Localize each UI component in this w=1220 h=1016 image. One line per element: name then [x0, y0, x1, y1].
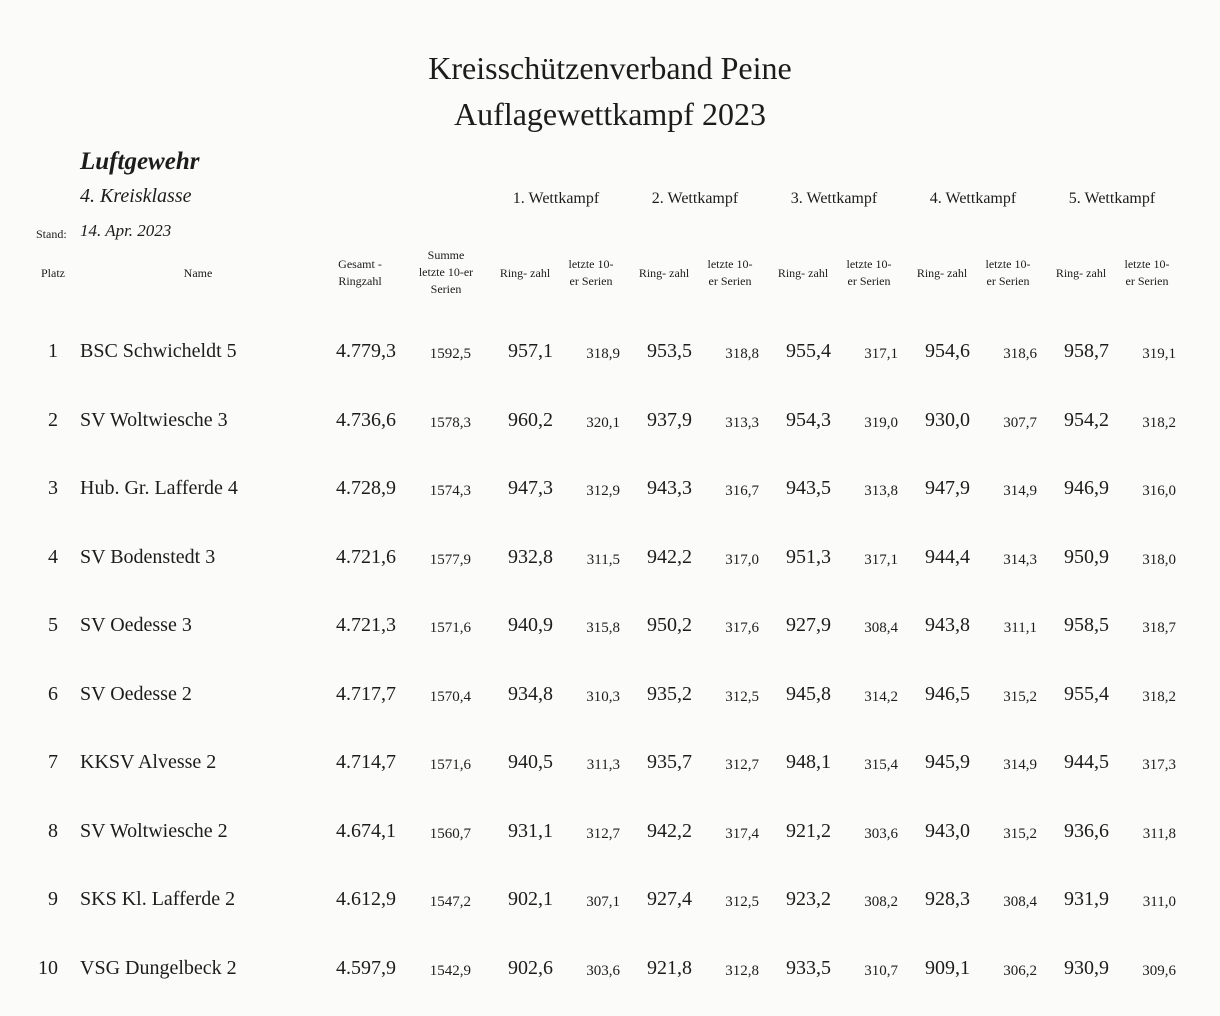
team-name-cell: VSG Dungelbeck 2	[80, 956, 237, 979]
serien-cell-wk3: 319,0	[864, 414, 898, 431]
ringzahl-cell-wk4: 946,5	[925, 682, 970, 705]
serien-cell-wk1: 307,1	[586, 894, 620, 910]
serien-cell-wk1: 310,3	[586, 688, 620, 705]
summe-serien-cell: 1574,3	[429, 483, 471, 499]
team-name-cell: Hub. Gr. Lafferde 4	[80, 477, 238, 499]
ringzahl-header-wk3: Ring- zahl	[777, 266, 829, 280]
serien-header-line2: er Serien	[986, 274, 1030, 288]
ringzahl-header-wk2: Ring- zahl	[638, 266, 690, 280]
serien-header-line2: er Serien	[708, 274, 752, 288]
gesamt-header	[322, 256, 398, 290]
ringzahl-cell-wk2: 942,2	[647, 545, 692, 568]
document-title: Kreisschützenverband Peine	[428, 50, 792, 86]
summe-header-line3: Serien	[430, 282, 462, 296]
platz-cell: 10	[38, 956, 58, 979]
ringzahl-cell-wk1: 902,1	[508, 888, 553, 910]
platz-cell: 1	[48, 340, 58, 362]
table-row	[0, 683, 1220, 723]
ringzahl-cell-wk4: 928,3	[925, 888, 970, 910]
serien-cell-wk1: 303,6	[586, 962, 620, 979]
gesamt-ringzahl-cell: 4.674,1	[336, 819, 396, 842]
serien-cell-wk2: 317,6	[725, 620, 759, 636]
platz-header: Platz	[41, 266, 65, 280]
ringzahl-cell-wk2: 953,5	[647, 340, 692, 362]
summe-header-line1: Summe	[427, 248, 465, 262]
class-heading: 4. Kreisklasse	[80, 185, 192, 207]
team-name-cell: BSC Schwicheldt 5	[80, 340, 237, 362]
ringzahl-cell-wk2: 937,9	[647, 408, 692, 431]
wettkampf-2-heading: 2. Wettkampf	[651, 190, 739, 207]
serien-cell-wk4: 307,7	[1003, 414, 1037, 431]
serien-cell-wk2: 313,3	[725, 414, 759, 431]
ringzahl-header-wk1: Ring- zahl	[499, 266, 551, 280]
serien-cell-wk2: 312,8	[725, 962, 759, 979]
ringzahl-cell-wk1: 947,3	[508, 477, 553, 499]
ringzahl-cell-wk2: 927,4	[647, 888, 692, 910]
serien-cell-wk5: 319,1	[1142, 346, 1176, 362]
ringzahl-cell-wk1: 931,1	[508, 819, 553, 842]
serien-cell-wk4: 314,3	[1003, 551, 1037, 568]
gesamt-ringzahl-cell: 4.728,9	[336, 477, 396, 499]
gesamt-ringzahl-cell: 4.721,6	[336, 545, 396, 568]
ringzahl-cell-wk5: 958,5	[1064, 614, 1109, 636]
table-row	[0, 820, 1220, 860]
ringzahl-cell-wk3: 951,3	[786, 545, 831, 568]
ringzahl-cell-wk5: 954,2	[1064, 408, 1109, 431]
ringzahl-cell-wk3: 943,5	[786, 477, 831, 499]
summe-serien-cell: 1592,5	[429, 346, 471, 362]
serien-header-line2: er Serien	[1125, 274, 1169, 288]
table-row	[0, 477, 1220, 517]
ringzahl-cell-wk2: 935,2	[647, 682, 692, 705]
ringzahl-cell-wk4: 943,8	[925, 614, 970, 636]
serien-cell-wk3: 317,1	[864, 551, 898, 568]
gesamt-ringzahl-cell: 4.779,3	[336, 340, 396, 362]
platz-cell: 3	[48, 477, 58, 499]
ringzahl-cell-wk3: 933,5	[786, 956, 831, 979]
ringzahl-cell-wk3: 923,2	[786, 888, 831, 910]
ringzahl-cell-wk1: 902,6	[508, 956, 553, 979]
ringzahl-cell-wk3: 921,2	[786, 819, 831, 842]
serien-cell-wk2: 317,4	[725, 825, 759, 842]
serien-cell-wk5: 311,0	[1142, 894, 1176, 910]
ringzahl-cell-wk5: 958,7	[1064, 340, 1109, 362]
gesamt-header-line2: Ringzahl	[338, 274, 382, 288]
serien-cell-wk5: 309,6	[1142, 962, 1176, 979]
ringzahl-cell-wk1: 960,2	[508, 408, 553, 431]
team-name-cell: SV Oedesse 2	[80, 682, 192, 705]
serien-cell-wk4: 311,1	[1003, 620, 1037, 636]
gesamt-ringzahl-cell: 4.597,9	[336, 956, 396, 979]
serien-cell-wk1: 318,9	[586, 346, 620, 362]
summe-serien-cell: 1560,7	[429, 825, 471, 842]
document-subtitle: Auflagewettkampf 2023	[454, 96, 766, 132]
gesamt-ringzahl-cell: 4.714,7	[336, 751, 396, 773]
platz-cell: 7	[48, 751, 58, 773]
serien-cell-wk2: 312,5	[725, 894, 759, 910]
team-name-cell: SV Bodenstedt 3	[80, 545, 216, 568]
ringzahl-cell-wk3: 948,1	[786, 751, 831, 773]
table-row	[0, 888, 1220, 928]
serien-header-line1: letzte 10-	[568, 257, 614, 271]
gesamt-header-line1: Gesamt -	[338, 257, 382, 271]
serien-cell-wk2: 318,8	[725, 346, 759, 362]
serien-cell-wk1: 315,8	[586, 620, 620, 636]
serien-cell-wk5: 316,0	[1142, 483, 1176, 499]
platz-cell: 5	[48, 614, 58, 636]
team-name-cell: SKS Kl. Lafferde 2	[80, 888, 236, 910]
serien-cell-wk1: 311,3	[586, 757, 620, 773]
serien-cell-wk3: 308,4	[864, 620, 898, 636]
ringzahl-cell-wk3: 954,3	[786, 408, 831, 431]
serien-cell-wk2: 317,0	[725, 551, 759, 568]
serien-cell-wk5: 318,2	[1142, 414, 1176, 431]
stand-date: 14. Apr. 2023	[80, 221, 172, 240]
ringzahl-cell-wk5: 931,9	[1064, 888, 1109, 910]
serien-cell-wk5: 318,0	[1142, 551, 1176, 568]
summe-header-line2: letzte 10-er	[418, 265, 474, 279]
serien-cell-wk2: 316,7	[725, 483, 759, 499]
stand-label: Stand:	[36, 227, 67, 241]
gesamt-ringzahl-cell: 4.717,7	[336, 682, 396, 705]
team-name-cell: SV Woltwiesche 3	[80, 408, 228, 431]
gesamt-ringzahl-cell: 4.736,6	[336, 408, 396, 431]
serien-cell-wk5: 317,3	[1142, 757, 1176, 773]
ringzahl-cell-wk2: 935,7	[647, 751, 692, 773]
serien-cell-wk3: 310,7	[864, 962, 898, 979]
summe-serien-cell: 1571,6	[429, 620, 471, 636]
ringzahl-cell-wk5: 955,4	[1064, 682, 1109, 705]
ringzahl-cell-wk2: 942,2	[647, 819, 692, 842]
serien-cell-wk1: 312,9	[586, 483, 620, 499]
serien-header-wk2	[699, 256, 761, 290]
serien-header-wk1	[560, 256, 622, 290]
ringzahl-cell-wk1: 940,9	[508, 614, 553, 636]
summe-serien-cell: 1577,9	[429, 551, 471, 568]
serien-cell-wk1: 311,5	[586, 551, 620, 568]
serien-header-line1: letzte 10-	[846, 257, 892, 271]
ringzahl-cell-wk5: 944,5	[1064, 751, 1109, 773]
category-heading: Luftgewehr	[80, 148, 200, 175]
summe-serien-cell: 1571,6	[429, 757, 471, 773]
ringzahl-cell-wk3: 927,9	[786, 614, 831, 636]
table-row	[0, 340, 1220, 380]
serien-header-wk3	[838, 256, 900, 290]
serien-cell-wk2: 312,7	[725, 757, 759, 773]
serien-cell-wk4: 314,9	[1003, 483, 1037, 499]
table-row	[0, 751, 1220, 791]
summe-serien-cell: 1542,9	[429, 962, 471, 979]
summe-header	[406, 247, 486, 298]
ringzahl-cell-wk5: 946,9	[1064, 477, 1109, 499]
serien-header-line1: letzte 10-	[707, 257, 753, 271]
serien-cell-wk5: 318,7	[1142, 620, 1176, 636]
platz-cell: 8	[48, 819, 58, 842]
serien-cell-wk5: 311,8	[1142, 825, 1176, 842]
ringzahl-cell-wk1: 934,8	[508, 682, 553, 705]
ringzahl-header-wk4: Ring- zahl	[916, 266, 968, 280]
table-row	[0, 957, 1220, 997]
serien-cell-wk4: 318,6	[1003, 346, 1037, 362]
name-header: Name	[183, 266, 213, 280]
ringzahl-cell-wk4: 954,6	[925, 340, 970, 362]
serien-header-line2: er Serien	[847, 274, 891, 288]
ringzahl-cell-wk5: 936,6	[1064, 819, 1109, 842]
team-name-cell: KKSV Alvesse 2	[80, 751, 217, 773]
serien-cell-wk3: 308,2	[864, 894, 898, 910]
serien-cell-wk1: 320,1	[586, 414, 620, 431]
platz-cell: 2	[48, 408, 58, 431]
serien-cell-wk1: 312,7	[586, 825, 620, 842]
serien-cell-wk4: 315,2	[1003, 688, 1037, 705]
serien-cell-wk4: 314,9	[1003, 757, 1037, 773]
ringzahl-cell-wk1: 932,8	[508, 545, 553, 568]
serien-cell-wk2: 312,5	[725, 688, 759, 705]
serien-cell-wk4: 315,2	[1003, 825, 1037, 842]
platz-cell: 9	[48, 888, 58, 910]
ringzahl-cell-wk4: 947,9	[925, 477, 970, 499]
serien-header-line2: er Serien	[569, 274, 613, 288]
ringzahl-cell-wk4: 945,9	[925, 751, 970, 773]
ringzahl-cell-wk5: 950,9	[1064, 545, 1109, 568]
ringzahl-cell-wk2: 950,2	[647, 614, 692, 636]
serien-header-wk5	[1116, 256, 1178, 290]
ringzahl-cell-wk4: 909,1	[925, 956, 970, 979]
serien-header-line1: letzte 10-	[1124, 257, 1170, 271]
gesamt-ringzahl-cell: 4.612,9	[336, 888, 396, 910]
wettkampf-3-heading: 3. Wettkampf	[790, 190, 878, 207]
team-name-cell: SV Oedesse 3	[80, 614, 192, 636]
ringzahl-cell-wk1: 957,1	[508, 340, 553, 362]
wettkampf-5-heading: 5. Wettkampf	[1068, 190, 1156, 207]
serien-cell-wk3: 314,2	[864, 688, 898, 705]
serien-header-line1: letzte 10-	[985, 257, 1031, 271]
ringzahl-header-wk5: Ring- zahl	[1055, 266, 1107, 280]
summe-serien-cell: 1547,2	[429, 894, 471, 910]
table-row	[0, 546, 1220, 586]
serien-cell-wk5: 318,2	[1142, 688, 1176, 705]
gesamt-ringzahl-cell: 4.721,3	[336, 614, 396, 636]
serien-cell-wk3: 303,6	[864, 825, 898, 842]
serien-cell-wk3: 315,4	[864, 757, 898, 773]
ringzahl-cell-wk4: 944,4	[925, 545, 970, 568]
wettkampf-1-heading: 1. Wettkampf	[512, 190, 600, 207]
ringzahl-cell-wk3: 945,8	[786, 682, 831, 705]
serien-cell-wk3: 313,8	[864, 483, 898, 499]
ringzahl-cell-wk1: 940,5	[508, 751, 553, 773]
ringzahl-cell-wk2: 921,8	[647, 956, 692, 979]
team-name-cell: SV Woltwiesche 2	[80, 819, 228, 842]
ringzahl-cell-wk4: 930,0	[925, 408, 970, 431]
ringzahl-cell-wk5: 930,9	[1064, 956, 1109, 979]
summe-serien-cell: 1570,4	[429, 688, 471, 705]
serien-header-wk4	[977, 256, 1039, 290]
serien-cell-wk4: 306,2	[1003, 962, 1037, 979]
ringzahl-cell-wk2: 943,3	[647, 477, 692, 499]
ringzahl-cell-wk4: 943,0	[925, 819, 970, 842]
wettkampf-4-heading: 4. Wettkampf	[929, 190, 1017, 207]
serien-cell-wk4: 308,4	[1003, 894, 1037, 910]
platz-cell: 4	[48, 545, 58, 568]
table-row	[0, 614, 1220, 654]
ringzahl-cell-wk3: 955,4	[786, 340, 831, 362]
platz-cell: 6	[48, 682, 58, 705]
table-row	[0, 409, 1220, 449]
summe-serien-cell: 1578,3	[429, 414, 471, 431]
serien-cell-wk3: 317,1	[864, 346, 898, 362]
